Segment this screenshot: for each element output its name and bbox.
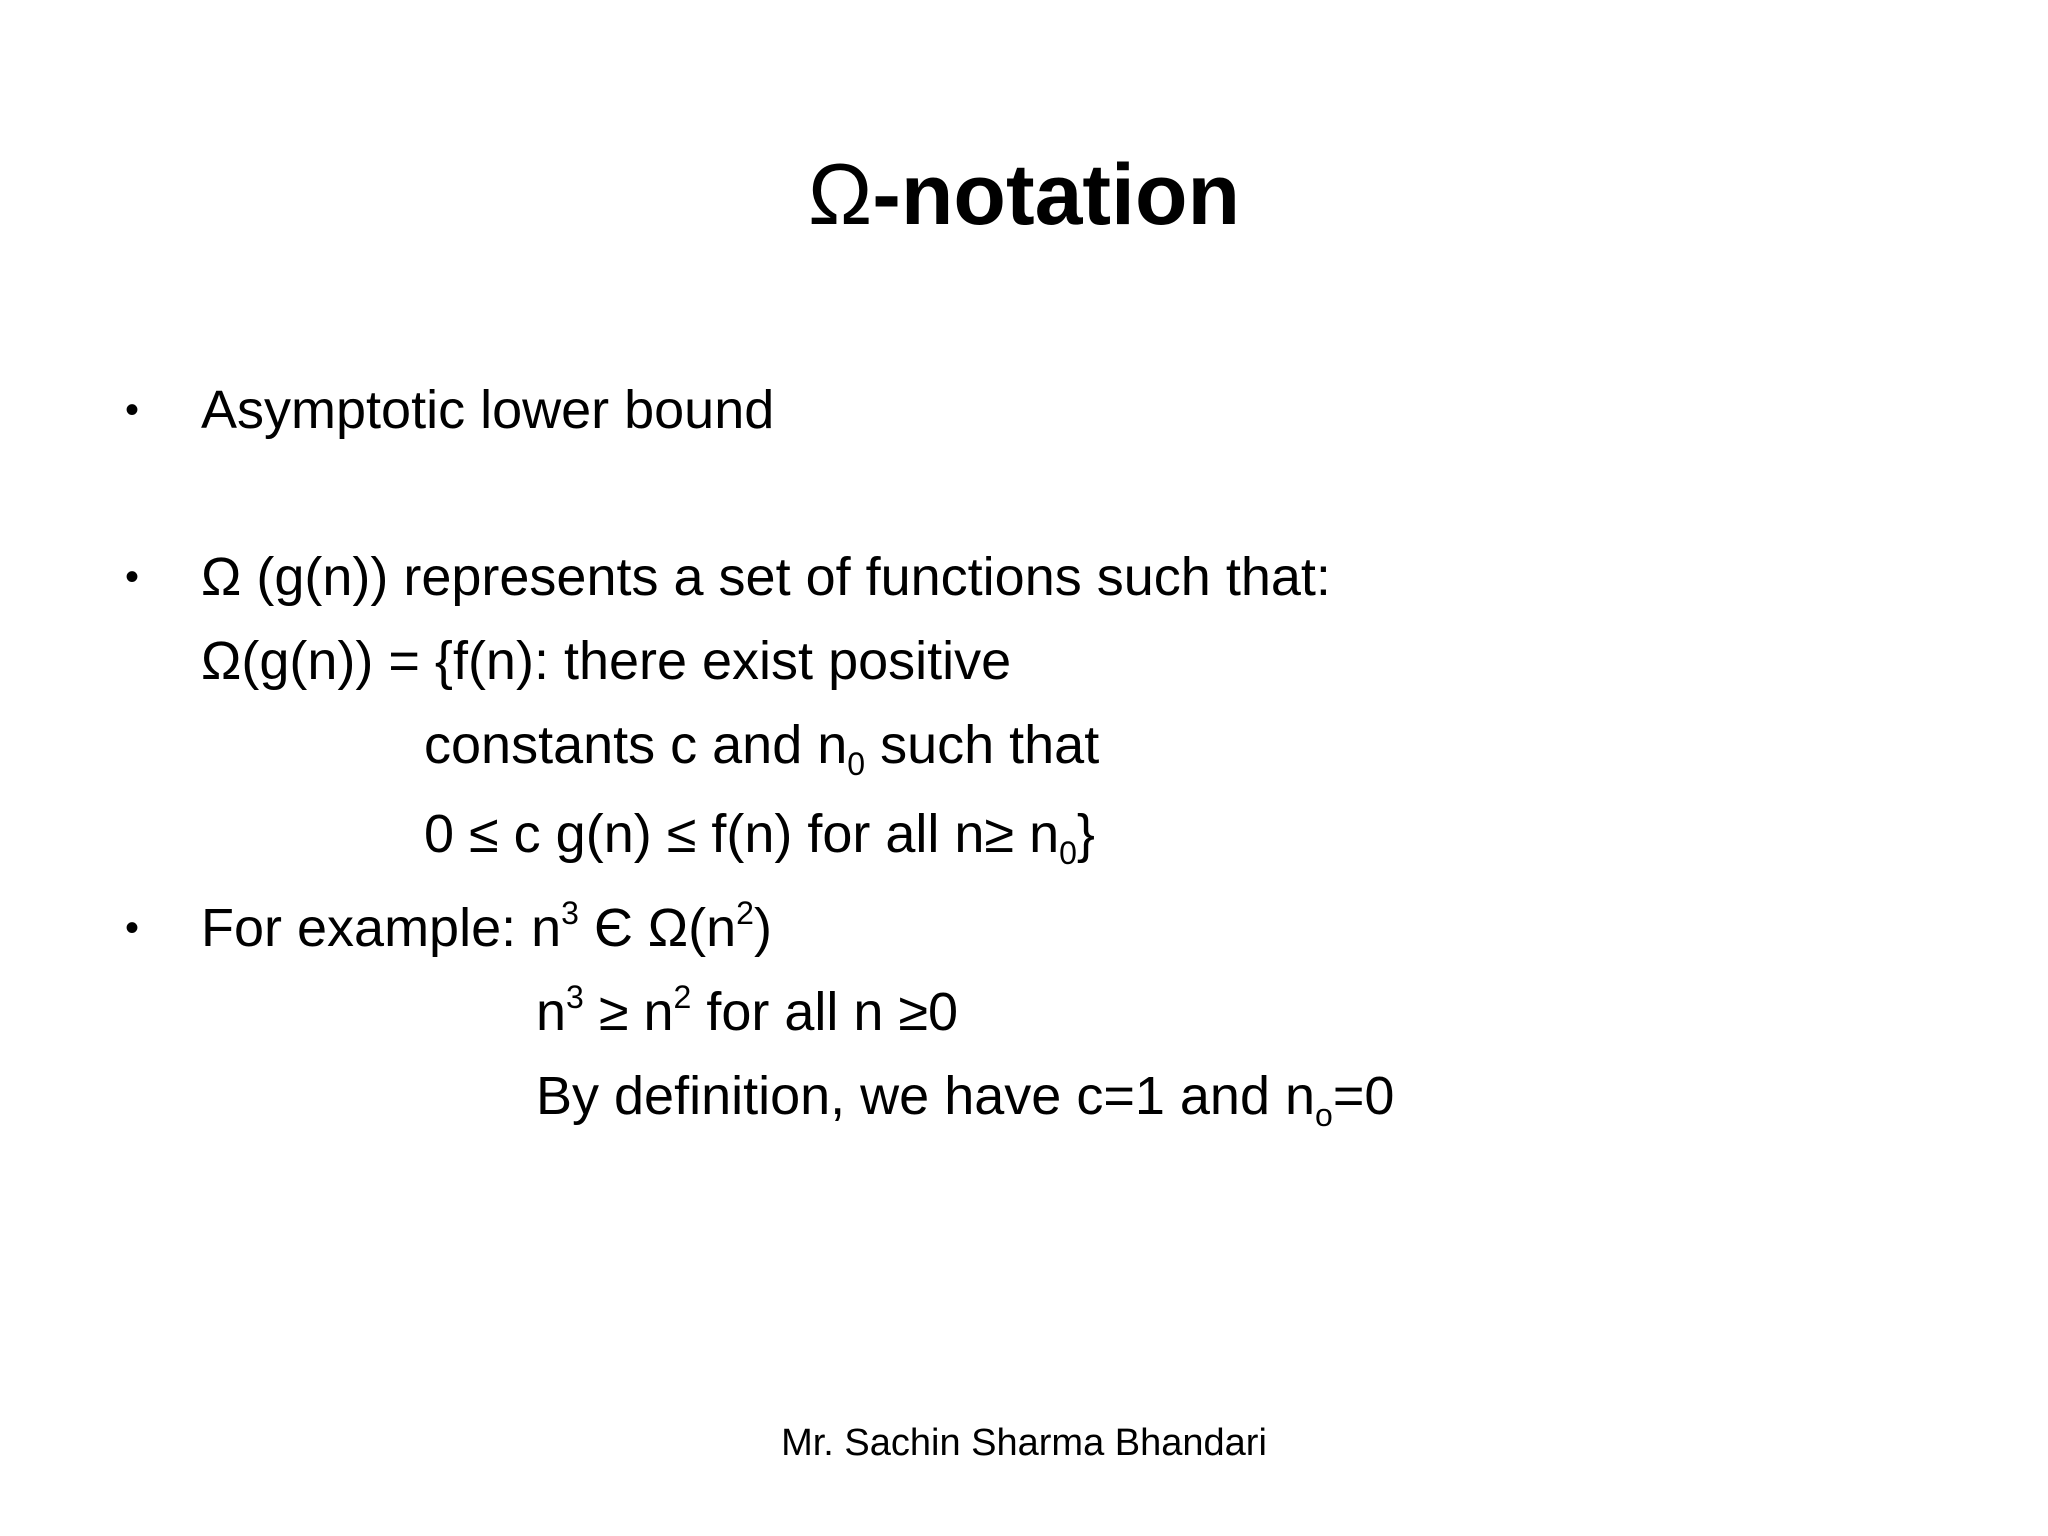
bullet-marker: • bbox=[125, 906, 140, 950]
example-text: for all n ≥0 bbox=[691, 982, 959, 1042]
definition-line-2 bbox=[424, 710, 1099, 780]
bullet-marker: • bbox=[125, 555, 140, 599]
definition-line-2-text: constants c and n bbox=[424, 715, 848, 775]
definition-line-1: Ω(g(n)) = {f(n): there exist positive bbox=[201, 631, 1012, 691]
example-text: Є Ω(n bbox=[578, 898, 737, 958]
exponent: 3 bbox=[561, 895, 579, 931]
n0-subscript: 0 bbox=[847, 746, 866, 782]
title-text: -notation bbox=[872, 147, 1241, 243]
bullet-example bbox=[201, 893, 772, 963]
example-text: =0 bbox=[1332, 1066, 1395, 1126]
definition-line-3-text: 0 ≤ c g(n) ≤ f(n) for all n≥ n bbox=[424, 804, 1060, 864]
bullet-marker: • bbox=[125, 388, 140, 432]
example-text: By definition, we have c=1 and n bbox=[536, 1066, 1316, 1126]
exponent: 3 bbox=[566, 979, 584, 1015]
bullet-omega-set-description: Ω (g(n)) represents a set of functions such that: bbox=[201, 547, 1331, 607]
footer-author: Mr. Sachin Sharma Bhandari bbox=[781, 1422, 1267, 1464]
exponent: 2 bbox=[736, 895, 754, 931]
example-text: n bbox=[536, 982, 567, 1042]
example-line-2 bbox=[536, 1061, 1394, 1131]
no-subscript: o bbox=[1315, 1097, 1333, 1133]
bullet-asymptotic-lower-bound: Asymptotic lower bound bbox=[201, 380, 775, 440]
n0-subscript: 0 bbox=[1059, 835, 1077, 871]
definition-line-2-tail: such that bbox=[865, 715, 1100, 775]
definition-line-3-tail: } bbox=[1076, 804, 1095, 864]
slide-title bbox=[0, 140, 2048, 250]
example-line-1 bbox=[536, 977, 958, 1047]
example-text: ≥ n bbox=[583, 982, 674, 1042]
definition-line-3 bbox=[424, 799, 1095, 869]
example-text: ) bbox=[753, 898, 772, 958]
omega-symbol: Ω bbox=[807, 147, 873, 243]
exponent: 2 bbox=[673, 979, 692, 1015]
example-text: For example: n bbox=[201, 898, 562, 958]
